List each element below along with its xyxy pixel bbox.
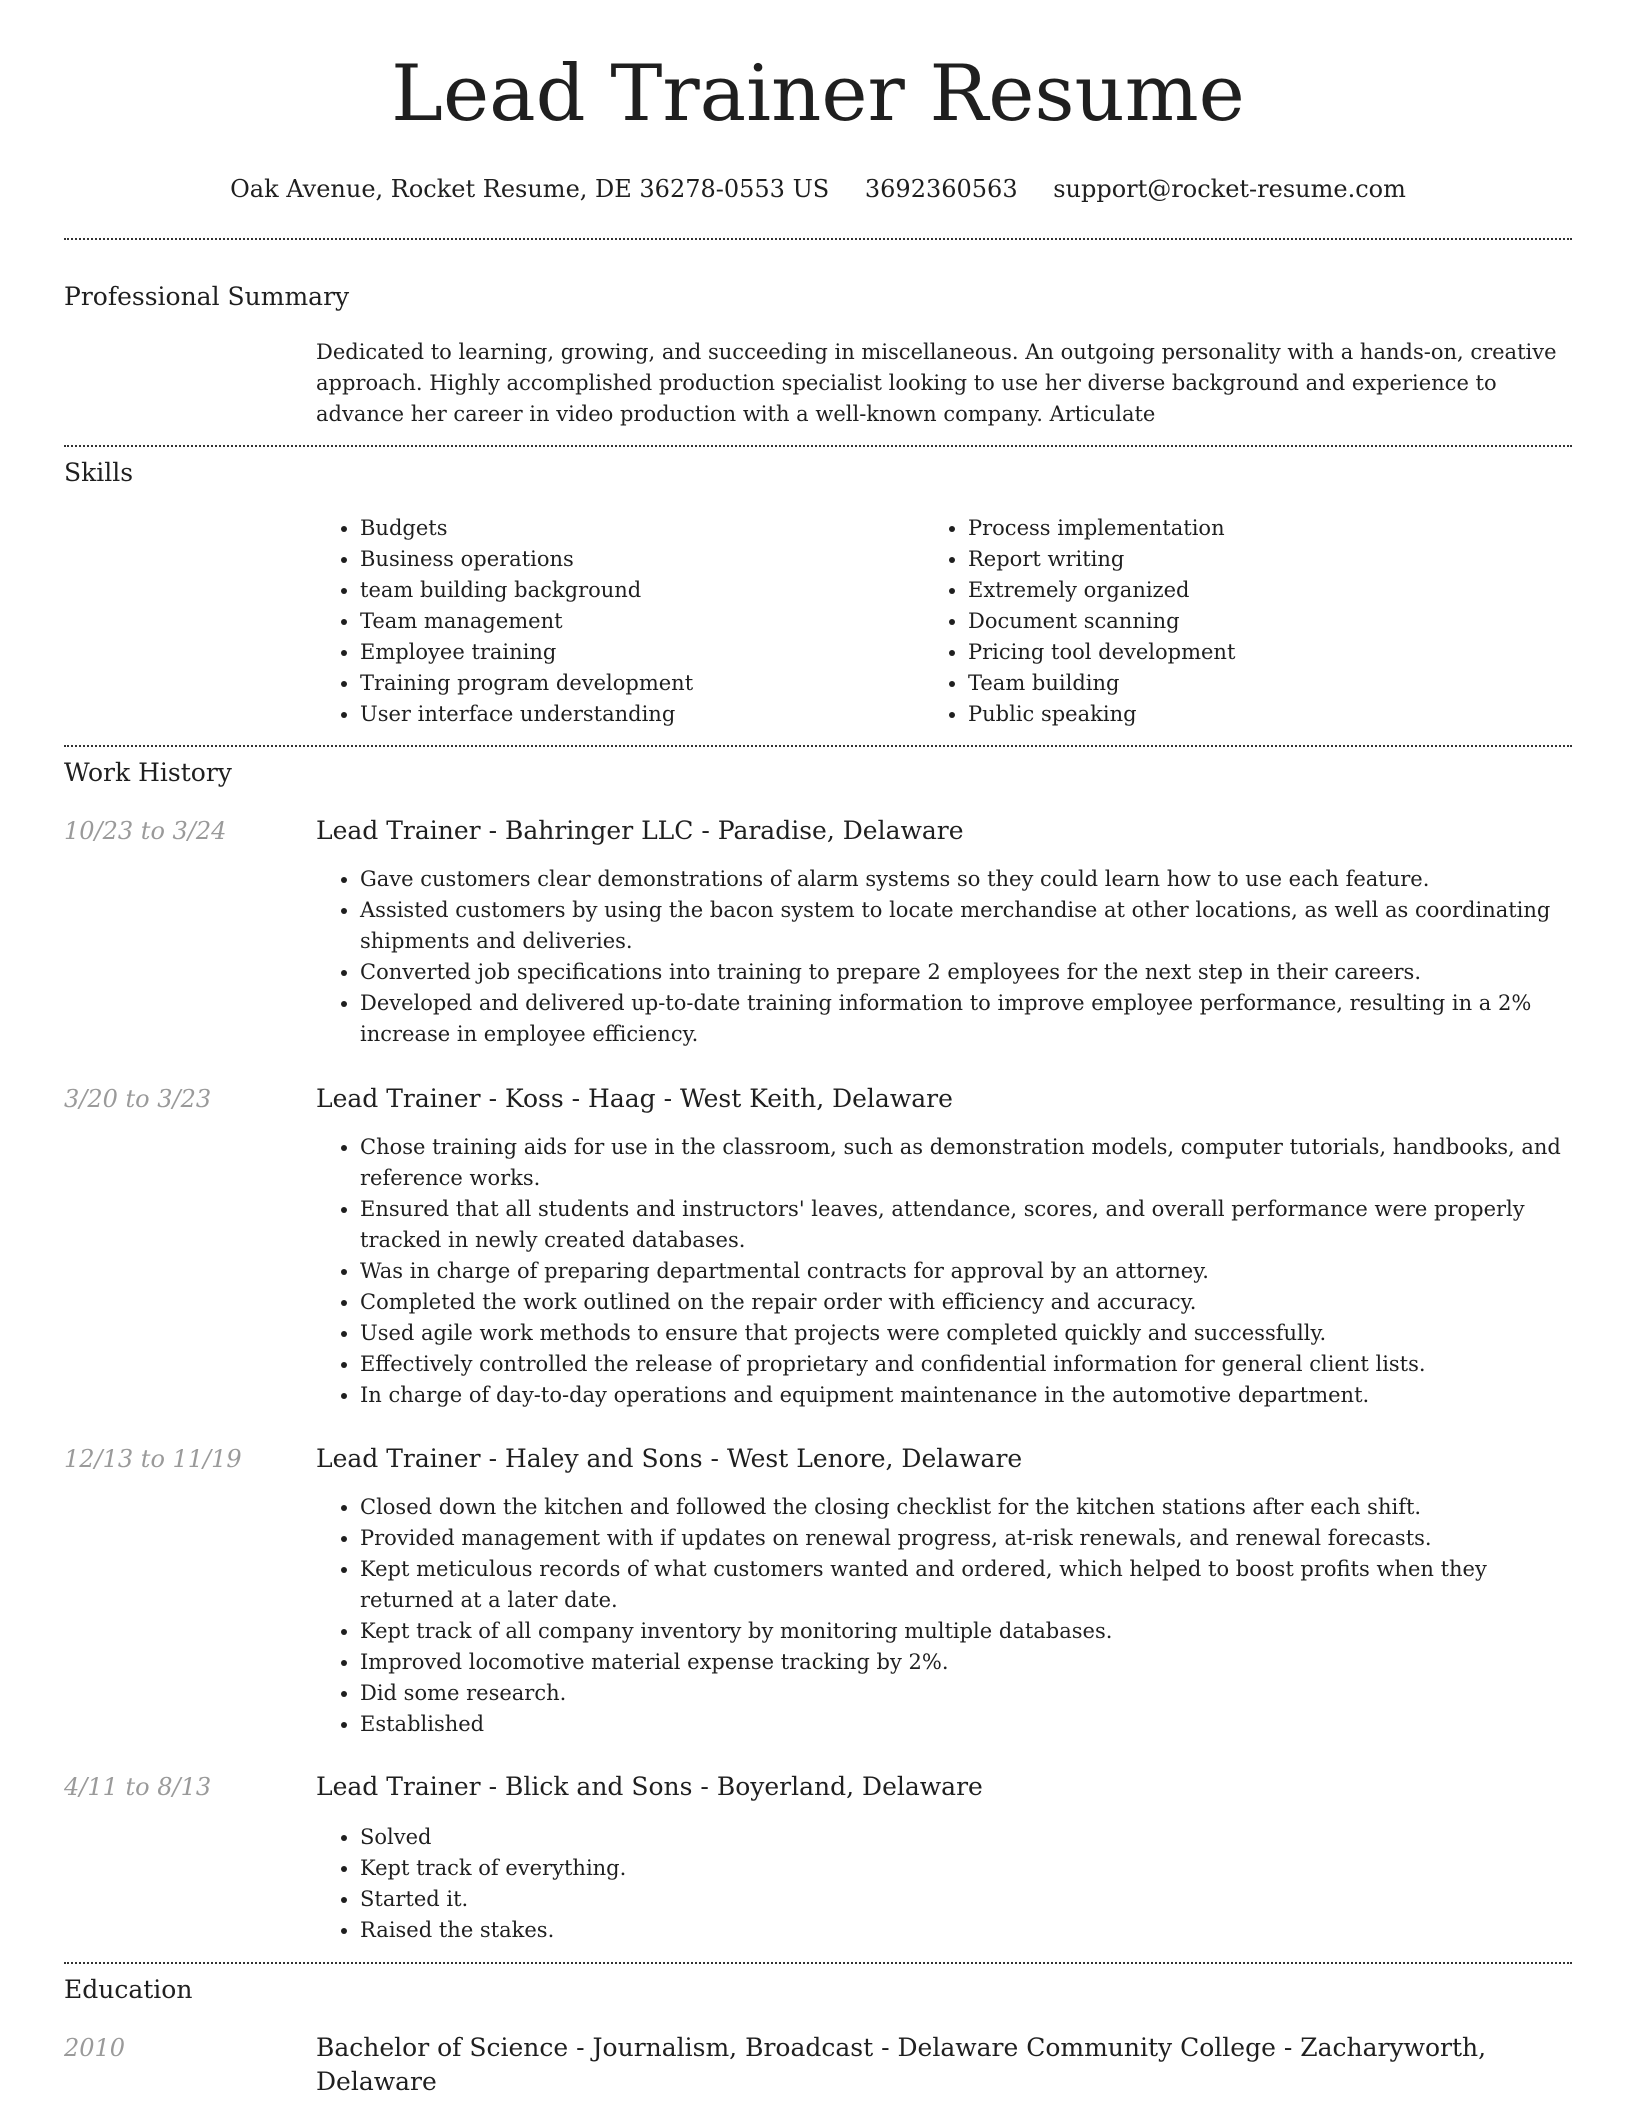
job-bullet: • Gave customers clear demonstrations of alarm systems so they could learn how to use each feature.: [360, 864, 1572, 895]
job-bullet: • Closed down the kitchen and followed the closing checklist for the kitchen stations after each shift.: [360, 1492, 1572, 1523]
skill-item: • Team building: [968, 668, 1524, 699]
job-bullet: • Kept meticulous records of what customers wanted and ordered, which helped to boost profits when they returned at a later date.: [360, 1554, 1572, 1616]
skill-item: • Extremely organized: [968, 575, 1524, 606]
job-bullet: • In charge of day-to-day operations and equipment maintenance in the automotive department.: [360, 1380, 1572, 1411]
job-bullet: • Kept track of everything.: [360, 1853, 1572, 1884]
education-date: 2010: [64, 2034, 126, 2062]
skill-item: • Training program development: [360, 668, 916, 699]
job-bullet: • Completed the work outlined on the repair order with efficiency and accuracy.: [360, 1287, 1572, 1318]
job-bullet: • Ensured that all students and instructors' leaves, attendance, scores, and overall performance were properly tracked in newly created databases.: [360, 1194, 1572, 1256]
job-bullet: • Used agile work methods to ensure that projects were completed quickly and successfully.: [360, 1318, 1572, 1349]
skill-item: • User interface understanding: [360, 699, 916, 730]
skill-item: • Document scanning: [968, 606, 1524, 637]
skill-item: • Team management: [360, 606, 916, 637]
skill-item: • Employee training: [360, 637, 916, 668]
job-bullet: • Started it.: [360, 1884, 1572, 1915]
summary-text: [316, 337, 1572, 430]
contact-email: support@rocket-resume.com: [1053, 175, 1406, 203]
skill-item: • Business operations: [360, 544, 916, 575]
job-bullet: • Raised the stakes.: [360, 1915, 1572, 1946]
section-title-summary: Professional Summary: [64, 282, 350, 311]
job-bullet: • Improved locomotive material expense tracking by 2%.: [360, 1647, 1572, 1678]
job-bullet: • Did some research.: [360, 1678, 1572, 1709]
job-title: Lead Trainer - Koss - Haag - West Keith, Delaware: [316, 1084, 953, 1113]
job-bullet: • Established: [360, 1709, 1572, 1740]
job-bullet: • Was in charge of preparing departmental contracts for approval by an attorney.: [360, 1256, 1572, 1287]
job-bullet: • Provided management with if updates on renewal progress, at-risk renewals, and renewal forecasts.: [360, 1523, 1572, 1554]
resume-title: Lead Trainer Resume: [391, 49, 1245, 139]
job-bullet: • Chose training aids for use in the classroom, such as demonstration models, computer tutorials, handbooks, and reference works.: [360, 1132, 1572, 1194]
job-bullet: • Assisted customers by using the bacon system to locate merchandise at other locations, as well as coordinating shipments and deliveries.: [360, 895, 1572, 957]
contact-line: [64, 172, 1572, 206]
job-bullets: [316, 864, 1572, 1050]
job-title: Lead Trainer - Blick and Sons - Boyerland, Delaware: [316, 1772, 983, 1801]
job-bullet: • Effectively controlled the release of proprietary and confidential information for general client lists.: [360, 1349, 1572, 1380]
skill-item: • Process implementation: [968, 513, 1524, 544]
job-date: 4/11 to 8/13: [64, 1773, 212, 1801]
job-bullet: • Kept track of all company inventory by monitoring multiple databases.: [360, 1616, 1572, 1647]
education-title: Bachelor of Science - Journalism, Broadcast - Delaware Community College - Zacharyworth, Delaware: [316, 2033, 1487, 2096]
section-title-skills: Skills: [64, 458, 134, 487]
section-title-work-history: Work History: [64, 758, 232, 787]
divider: [64, 238, 1572, 240]
skill-item: • Public speaking: [968, 699, 1524, 730]
job-bullets: [316, 1492, 1572, 1740]
divider: [64, 1962, 1572, 1964]
job-date: 12/13 to 11/19: [64, 1445, 242, 1473]
job-title: Lead Trainer - Bahringer LLC - Paradise, Delaware: [316, 816, 964, 845]
contact-phone: 3692360563: [864, 175, 1018, 203]
divider: [64, 445, 1572, 447]
job-date: 3/20 to 3/23: [64, 1085, 212, 1113]
skill-item: • Budgets: [360, 513, 916, 544]
job-bullet: • Solved: [360, 1822, 1572, 1853]
job-date: 10/23 to 3/24: [64, 817, 227, 845]
contact-address: Oak Avenue, Rocket Resume, DE 36278-0553 US: [230, 175, 830, 203]
skills-column-right: [924, 513, 1524, 730]
section-title-education: Education: [64, 1975, 193, 2004]
skills-column-left: [316, 513, 916, 730]
job-bullet: • Developed and delivered up-to-date training information to improve employee performance, resulting in a 2% increase in employee efficiency.: [360, 988, 1572, 1050]
skill-item: • Report writing: [968, 544, 1524, 575]
divider: [64, 745, 1572, 747]
job-bullet: • Converted job specifications into training to prepare 2 employees for the next step in their careers.: [360, 957, 1572, 988]
job-title: Lead Trainer - Haley and Sons - West Lenore, Delaware: [316, 1444, 1023, 1473]
skill-item: • Pricing tool development: [968, 637, 1524, 668]
summary-paragraph: Dedicated to learning, growing, and succeeding in miscellaneous. An outgoing personality with a hands-on, creative approach. Highly accomplished production specialist looking to use her diverse background and experience to advance her career in video production with a well-known company. Articulate: [316, 340, 1557, 426]
job-bullets: [316, 1132, 1572, 1411]
skill-item: • team building background: [360, 575, 916, 606]
job-bullets: [316, 1822, 1572, 1946]
